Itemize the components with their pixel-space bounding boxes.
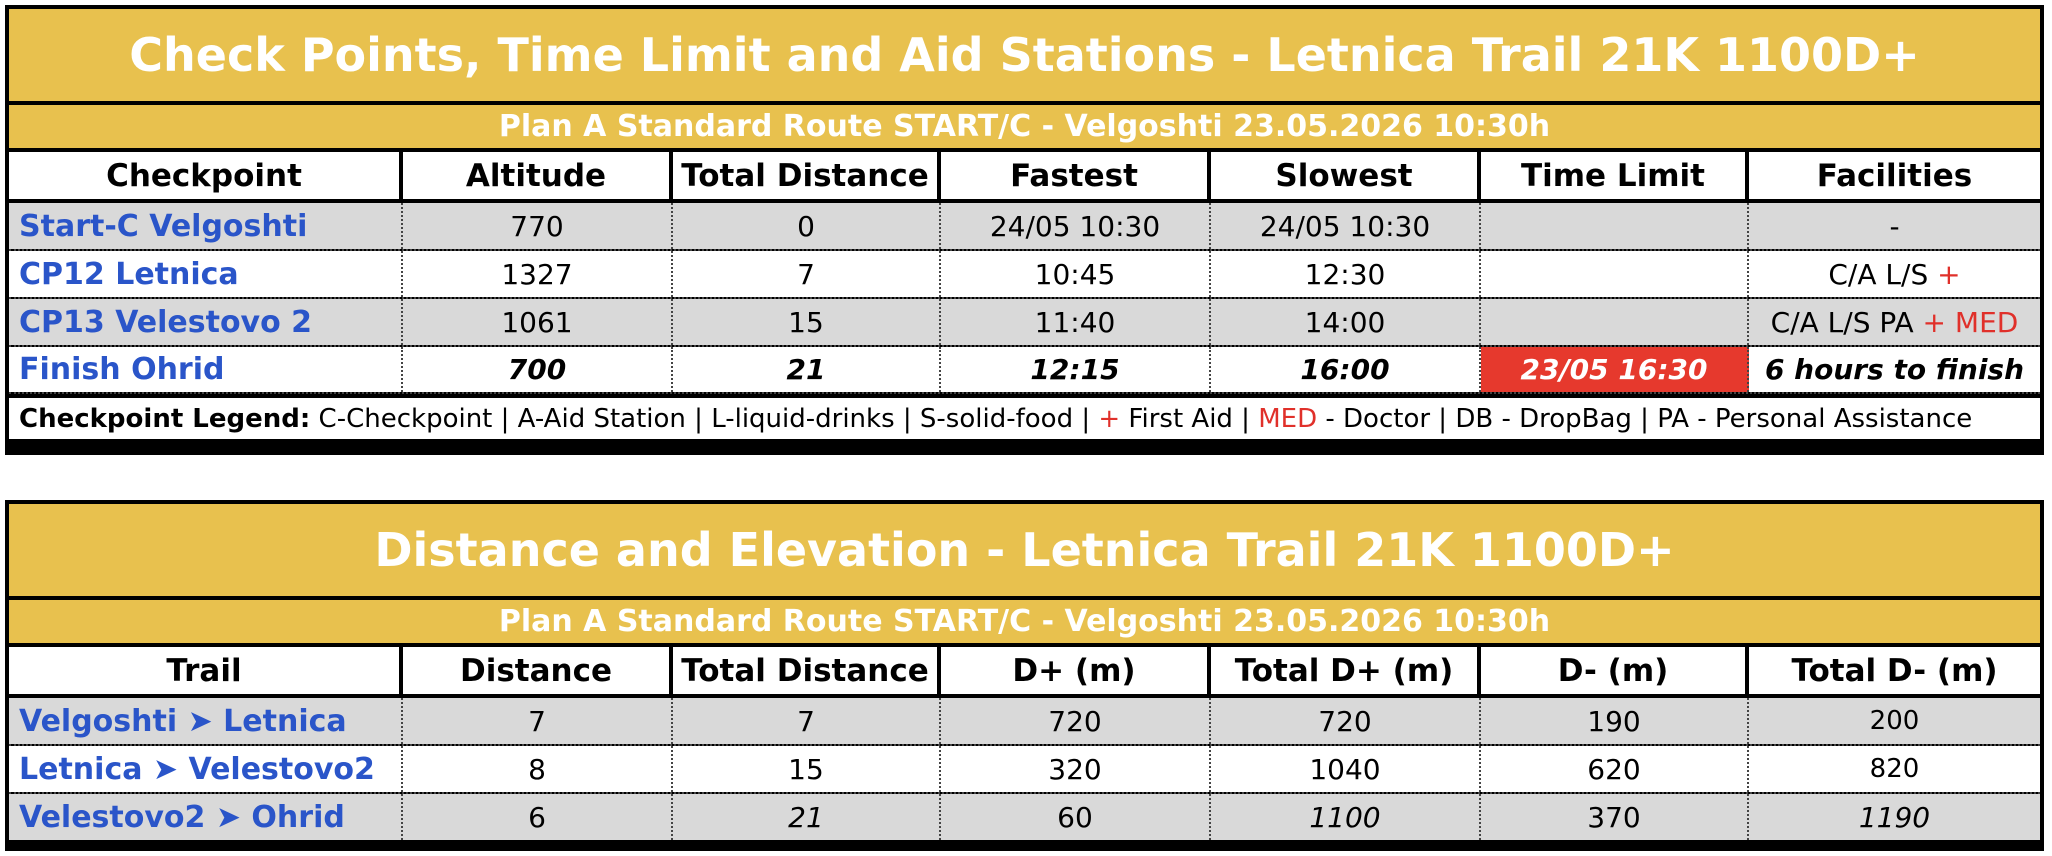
table-row bbox=[9, 299, 2040, 347]
header-slowest: Slowest bbox=[1211, 152, 1481, 199]
first-aid-marker: + bbox=[1937, 257, 1961, 291]
slowest-value: 16:00 bbox=[1211, 347, 1481, 392]
header-checkpoint: Checkpoint bbox=[9, 152, 403, 199]
checkpoint-legend bbox=[9, 394, 2040, 439]
checkpoint-name[interactable]: CP13 Velestovo 2 bbox=[9, 299, 403, 345]
dminus-value: 190 bbox=[1481, 698, 1749, 744]
time-limit-value bbox=[1481, 251, 1749, 297]
total-dminus-value: 820 bbox=[1749, 746, 2040, 792]
table-row bbox=[9, 746, 2040, 794]
distance-value: 6 bbox=[403, 794, 673, 840]
facilities-value bbox=[1749, 203, 2040, 249]
trail-segment-name[interactable]: Letnica ➤ Velestovo2 bbox=[9, 746, 403, 792]
facilities-main: C/A L/S PA bbox=[1770, 305, 1914, 339]
table-row bbox=[9, 794, 2040, 840]
trail-segment-name[interactable]: Velestovo2 ➤ Ohrid bbox=[9, 794, 403, 840]
header-total-dminus: Total D- (m) bbox=[1749, 647, 2040, 694]
total-dplus-value: 1040 bbox=[1211, 746, 1481, 792]
distance-value: 15 bbox=[673, 299, 941, 345]
header-total-distance: Total Distance bbox=[673, 152, 941, 199]
fastest-value: 11:40 bbox=[941, 299, 1211, 345]
legend-text-1: C-Checkpoint | A-Aid Station | L-liquid-drinks | S-solid-food | bbox=[318, 403, 1091, 434]
table-row bbox=[9, 203, 2040, 251]
distance-value: 0 bbox=[673, 203, 941, 249]
altitude-value: 1327 bbox=[403, 251, 673, 297]
altitude-value: 700 bbox=[403, 347, 673, 392]
legend-first-aid-marker: + bbox=[1098, 403, 1121, 434]
fastest-value: 24/05 10:30 bbox=[941, 203, 1211, 249]
checkpoint-name[interactable]: CP12 Letnica bbox=[9, 251, 403, 297]
facilities-main: - bbox=[1889, 209, 1900, 243]
time-limit-value bbox=[1481, 203, 1749, 249]
checkpoints-header-row bbox=[9, 152, 2040, 203]
time-limit-value: 23/05 16:30 bbox=[1481, 347, 1749, 392]
header-trail: Trail bbox=[9, 647, 403, 694]
altitude-value: 770 bbox=[403, 203, 673, 249]
facilities-value bbox=[1749, 299, 2040, 345]
header-dplus: D+ (m) bbox=[941, 647, 1211, 694]
table-row bbox=[9, 698, 2040, 746]
total-dminus-value: 1190 bbox=[1749, 794, 2040, 840]
checkpoints-table bbox=[5, 5, 2044, 455]
slowest-value: 24/05 10:30 bbox=[1211, 203, 1481, 249]
legend-text-2: First Aid | bbox=[1128, 403, 1250, 434]
facilities-value bbox=[1749, 251, 2040, 297]
dminus-value: 620 bbox=[1481, 746, 1749, 792]
total-distance-value: 15 bbox=[673, 746, 941, 792]
legend-text-3: - Doctor | DB - DropBag | PA - Personal Assistance bbox=[1325, 403, 1973, 434]
dplus-value: 60 bbox=[941, 794, 1211, 840]
legend-doctor-marker: MED bbox=[1258, 403, 1318, 434]
elevation-subtitle: Plan A Standard Route START/C - Velgoshti 23.05.2026 10:30h bbox=[9, 596, 2040, 647]
header-altitude: Altitude bbox=[403, 152, 673, 199]
table-row bbox=[9, 347, 2040, 394]
elevation-title: Distance and Elevation - Letnica Trail 21K 1100D+ bbox=[9, 504, 2040, 596]
header-fastest: Fastest bbox=[941, 152, 1211, 199]
elevation-header-row bbox=[9, 647, 2040, 698]
checkpoint-name[interactable]: Start-C Velgoshti bbox=[9, 203, 403, 249]
facilities-value: 6 hours to finish bbox=[1749, 347, 2040, 392]
table-row bbox=[9, 251, 2040, 299]
checkpoint-name[interactable]: Finish Ohrid bbox=[9, 347, 403, 392]
distance-value: 8 bbox=[403, 746, 673, 792]
legend-label: Checkpoint Legend: bbox=[19, 403, 311, 434]
dplus-value: 720 bbox=[941, 698, 1211, 744]
elevation-table bbox=[5, 500, 2044, 851]
checkpoints-subtitle: Plan A Standard Route START/C - Velgoshti 23.05.2026 10:30h bbox=[9, 101, 2040, 152]
total-distance-value: 21 bbox=[673, 794, 941, 840]
header-dminus: D- (m) bbox=[1481, 647, 1749, 694]
fastest-value: 10:45 bbox=[941, 251, 1211, 297]
doctor-marker: MED bbox=[1954, 305, 2019, 339]
facilities-main: C/A L/S bbox=[1828, 257, 1929, 291]
checkpoints-title: Check Points, Time Limit and Aid Stations - Letnica Trail 21K 1100D+ bbox=[9, 9, 2040, 101]
header-facilities: Facilities bbox=[1749, 152, 2040, 199]
total-dminus-value: 200 bbox=[1749, 698, 2040, 744]
time-limit-value bbox=[1481, 299, 1749, 345]
header-time-limit: Time Limit bbox=[1481, 152, 1749, 199]
slowest-value: 14:00 bbox=[1211, 299, 1481, 345]
total-dplus-value: 720 bbox=[1211, 698, 1481, 744]
dplus-value: 320 bbox=[941, 746, 1211, 792]
distance-value: 7 bbox=[403, 698, 673, 744]
first-aid-marker: + bbox=[1922, 305, 1947, 339]
header-distance: Distance bbox=[403, 647, 673, 694]
total-distance-value: 7 bbox=[673, 698, 941, 744]
trail-segment-name[interactable]: Velgoshti ➤ Letnica bbox=[9, 698, 403, 744]
header-total-distance: Total Distance bbox=[673, 647, 941, 694]
fastest-value: 12:15 bbox=[941, 347, 1211, 392]
dminus-value: 370 bbox=[1481, 794, 1749, 840]
distance-value: 7 bbox=[673, 251, 941, 297]
distance-value: 21 bbox=[673, 347, 941, 392]
header-total-dplus: Total D+ (m) bbox=[1211, 647, 1481, 694]
slowest-value: 12:30 bbox=[1211, 251, 1481, 297]
total-dplus-value: 1100 bbox=[1211, 794, 1481, 840]
altitude-value: 1061 bbox=[403, 299, 673, 345]
